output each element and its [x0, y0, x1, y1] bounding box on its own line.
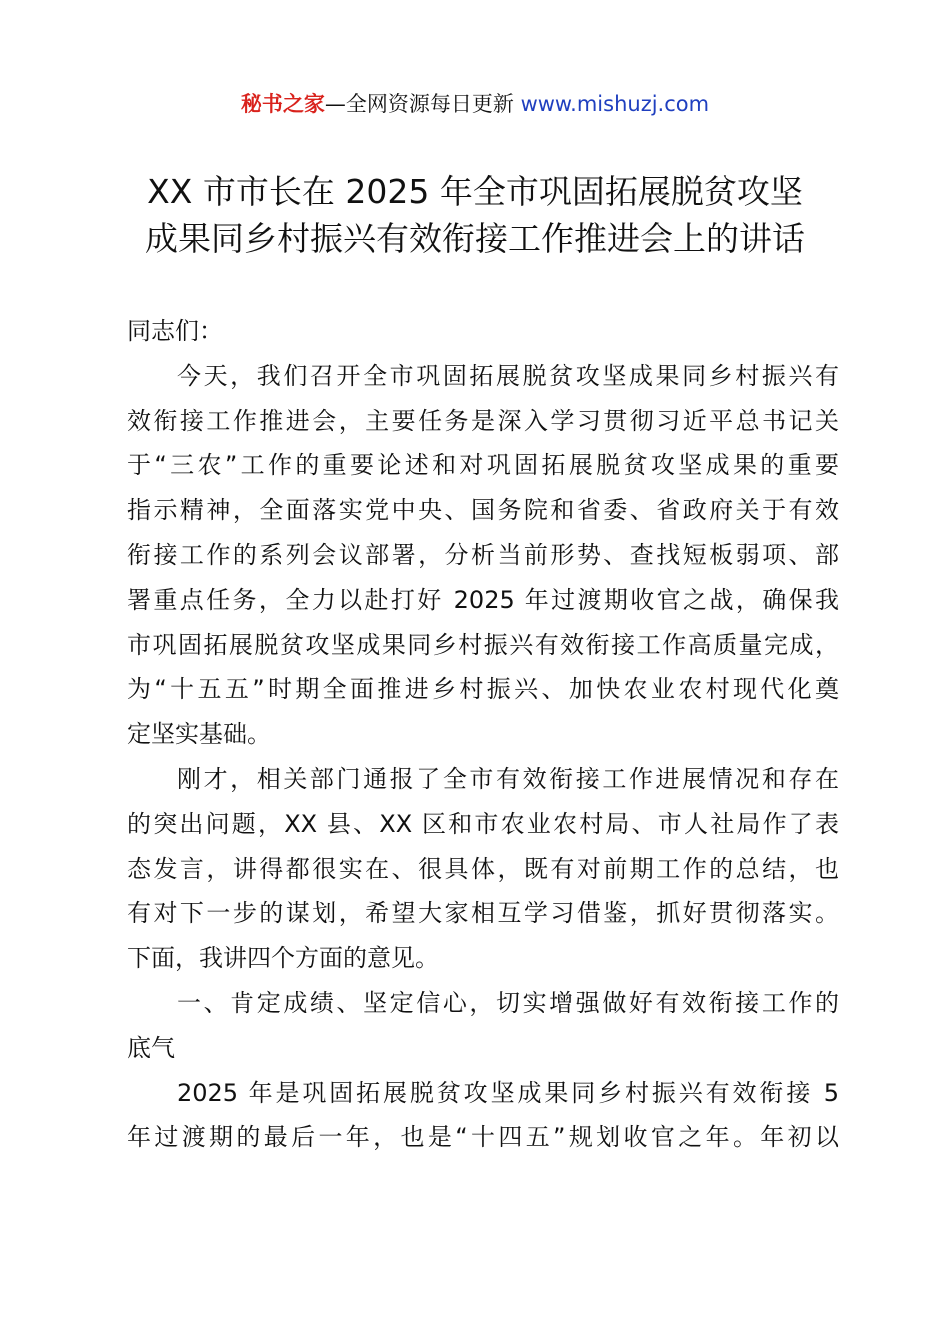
paragraph-line: 定坚实基础。 — [127, 720, 271, 749]
paragraph-line: 有对下一步的谋划，希望大家相互学习借鉴，抓好贯彻落实。 — [127, 899, 839, 928]
paragraph-line: 署重点任务，全力以赴打好 2025 年过渡期收官之战，确保我 — [127, 585, 839, 614]
heading-line: 底气 — [127, 1033, 175, 1062]
site-header — [0, 88, 950, 120]
paragraph-line: 市巩固拓展脱贫攻坚成果同乡村振兴有效衔接工作高质量完成， — [127, 630, 839, 659]
paragraph-3 — [127, 1071, 839, 1161]
paragraph-line: 2025 年是巩固拓展脱贫攻坚成果同乡村振兴有效衔接 5 — [177, 1078, 839, 1107]
salutation — [127, 309, 839, 354]
paragraph-line: 效衔接工作推进会，主要任务是深入学习贯彻习近平总书记关 — [127, 406, 839, 435]
salutation-text: 同志们： — [127, 317, 223, 345]
paragraph-line: 刚才，相关部门通报了全市有效衔接工作进展情况和存在 — [177, 764, 839, 793]
paragraph-line: 态发言，讲得都很实在、很具体，既有对前期工作的总结，也 — [127, 854, 839, 883]
paragraph-2 — [127, 757, 839, 981]
title-line-2: 成果同乡村振兴有效衔接工作推进会上的讲话 — [145, 219, 805, 258]
paragraph-line: 年过渡期的最后一年，也是“十四五”规划收官之年。年初以 — [127, 1123, 839, 1152]
site-brand: 秘书之家 — [240, 92, 325, 116]
paragraph-line: 下面，我讲四个方面的意见。 — [127, 944, 439, 973]
heading-line: 一、肯定成绩、坚定信心，切实增强做好有效衔接工作的 — [177, 988, 839, 1017]
site-tagline: —全网资源每日更新 — [324, 92, 521, 116]
document-title — [100, 168, 850, 262]
paragraph-line: 为“十五五”时期全面推进乡村振兴、加快农业农村现代化奠 — [127, 675, 839, 704]
section-heading-1 — [127, 981, 839, 1071]
site-url-link[interactable]: www.mishuzj.com — [520, 92, 710, 116]
paragraph-line: 于“三农”工作的重要论述和对巩固拓展脱贫攻坚成果的重要 — [127, 451, 839, 480]
paragraph-line: 指示精神，全面落实党中央、国务院和省委、省政府关于有效 — [127, 496, 839, 525]
document-body — [127, 309, 839, 1160]
paragraph-line: 今天，我们召开全市巩固拓展脱贫攻坚成果同乡村振兴有 — [177, 361, 839, 390]
paragraph-line: 衔接工作的系列会议部署，分析当前形势、查找短板弱项、部 — [127, 540, 839, 569]
title-line-1: XX 市市长在 2025 年全市巩固拓展脱贫攻坚 — [147, 172, 803, 211]
paragraph-1 — [127, 354, 839, 757]
paragraph-line: 的突出问题，XX 县、XX 区和市农业农村局、市人社局作了表 — [127, 809, 839, 838]
